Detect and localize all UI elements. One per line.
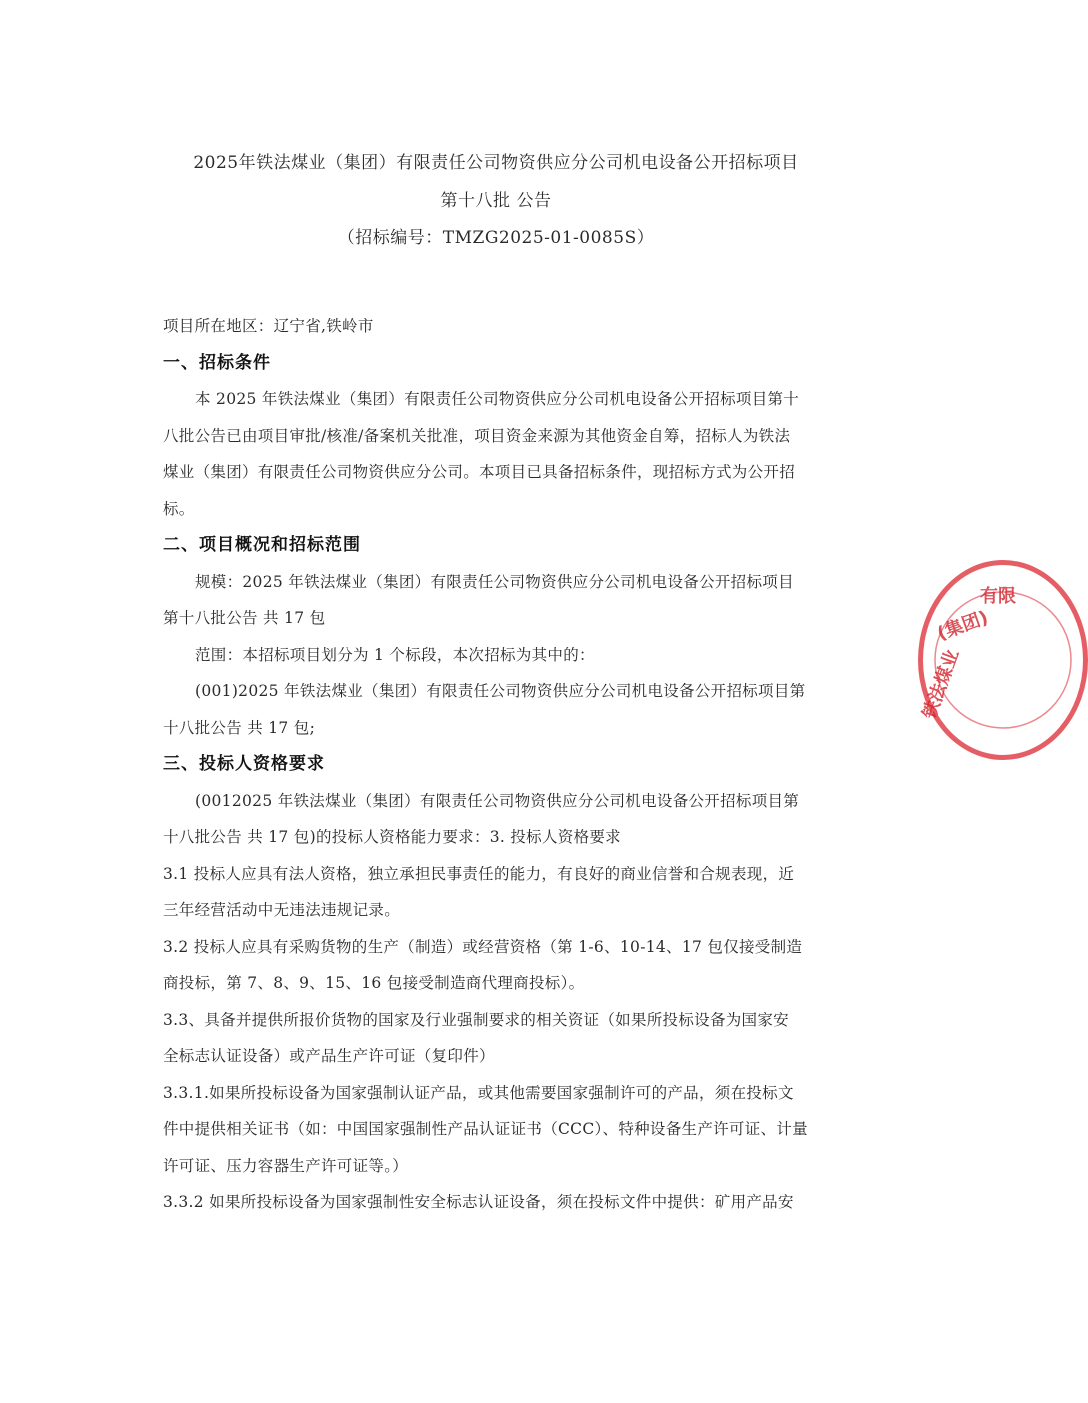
paragraph-line: 许可证、压力容器生产许可证等。）	[163, 1156, 409, 1175]
paragraph-line: (001)2025 年铁法煤业（集团）有限责任公司物资供应分公司机电设备公开招标项目第	[195, 682, 806, 700]
seal-graphic	[918, 560, 1088, 760]
svg-text:有限: 有限	[980, 586, 1016, 607]
paragraph-line: 范围：本招标项目划分为 1 个标段，本次招标为其中的：	[195, 645, 595, 664]
paragraph-line: 全标志认证设备）或产品生产许可证（复印件）	[163, 1047, 495, 1065]
paragraph-line: 三年经营活动中无违法违规记录。	[163, 901, 401, 919]
official-seal	[918, 560, 1088, 760]
document-body	[163, 308, 823, 1221]
paragraph-line: 本 2025 年铁法煤业（集团）有限责任公司物资供应分公司机电设备公开招标项目第十	[195, 390, 800, 408]
paragraph-line: 3.3、具备并提供所报价货物的国家及行业强制要求的相关资证（如果所投标设备为国家安	[163, 1010, 789, 1029]
paragraph-line: 煤业（集团）有限责任公司物资供应分公司。本项目已具备招标条件，现招标方式为公开招	[163, 463, 796, 481]
paragraph-line: 3.2 投标人应具有采购货物的生产（制造）或经营资格（第 1-6、10-14、17 包仅接受制造	[163, 937, 803, 956]
svg-text:铁法煤业: 铁法煤业	[918, 646, 964, 722]
paragraph-line: 十八批公告 共 17 包;	[163, 718, 316, 737]
svg-text:(集团): (集团)	[934, 607, 991, 645]
paragraph-line: 商投标，第 7、8、9、15、16 包接受制造商代理商投标）。	[163, 974, 585, 992]
paragraph-line: 3.1 投标人应具有法人资格，独立承担民事责任的能力，有良好的商业信誉和合规表现，近	[163, 864, 795, 883]
paragraph-line: 件中提供相关证书（如：中国国家强制性产品认证证书（CCC）、特种设备生产许可证、计量	[163, 1120, 808, 1138]
paragraph-line: 3.3.1.如果所投标设备为国家强制认证产品，或其他需要国家强制许可的产品，须在投标文	[163, 1083, 794, 1102]
paragraph-line: 十八批公告 共 17 包)的投标人资格能力要求：3. 投标人资格要求	[163, 828, 621, 846]
project-location: 项目所在地区：辽宁省,铁岭市	[163, 317, 374, 335]
paragraph-line: 规模：2025 年铁法煤业（集团）有限责任公司物资供应分公司机电设备公开招标项目	[195, 572, 794, 591]
tender-number: （招标编号：TMZG2025-01-0085S）	[337, 228, 655, 248]
paragraph-line: 3.3.2 如果所投标设备为国家强制性安全标志认证设备，须在投标文件中提供：矿用产品安	[163, 1193, 794, 1211]
paragraph-line: 八批公告已由项目审批/核准/备案机关批准，项目资金来源为其他资金自筹，招标人为铁法	[163, 426, 791, 445]
paragraph-line: 标。	[163, 499, 195, 518]
paragraph-line: 第十八批公告 共 17 包	[163, 609, 326, 627]
paragraph-line: (0012025 年铁法煤业（集团）有限责任公司物资供应分公司机电设备公开招标项目第	[195, 791, 800, 810]
document-title-line-2: 第十八批 公告	[440, 191, 552, 211]
document-title-line-1: 2025年铁法煤业（集团）有限责任公司物资供应分公司机电设备公开招标项目	[193, 153, 799, 173]
section-heading-bidder-qualifications: 三、投标人资格要求	[163, 754, 325, 774]
section-heading-tender-conditions: 一、招标条件	[163, 352, 271, 373]
section-heading-project-overview: 二、项目概况和招标范围	[163, 535, 361, 555]
